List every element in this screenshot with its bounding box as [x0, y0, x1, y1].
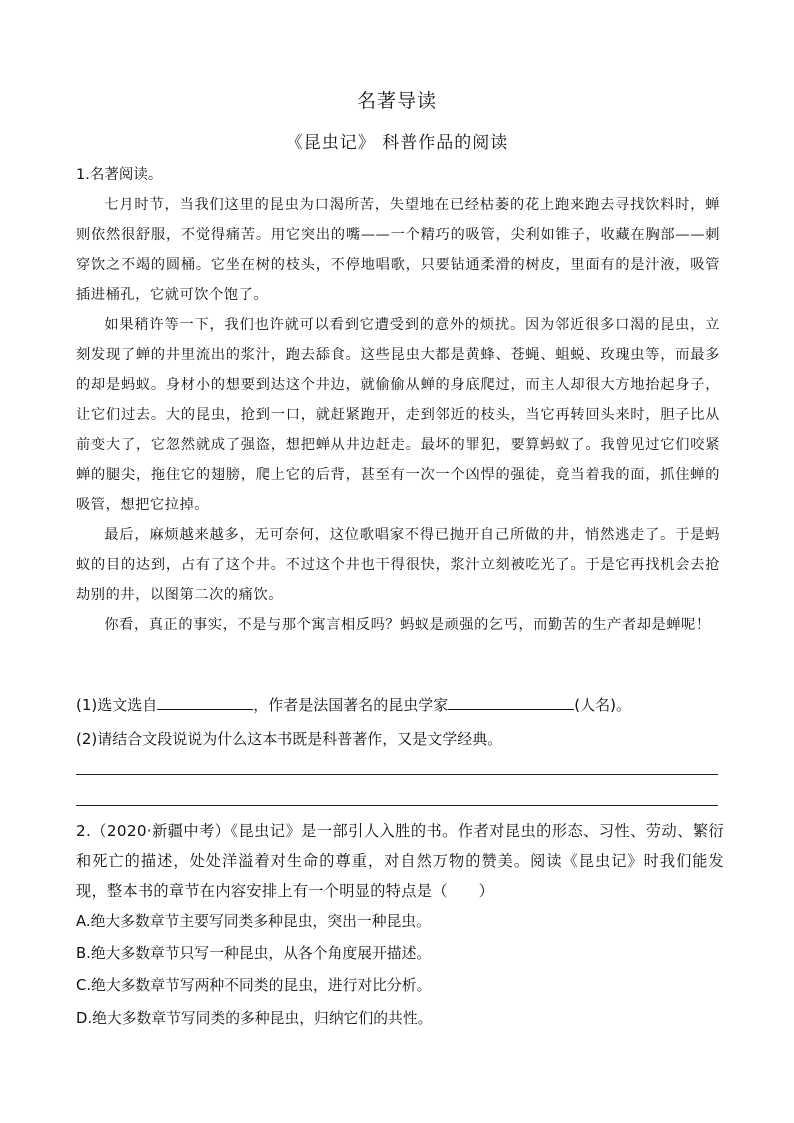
- passage-paragraph: 最后，麻烦越来越多，无可奈何，这位歌唱家不得已抛开自己所做的井，悄然逃走了。于是蚂蚁的目的达到，占有了这个井。不过这个井也干得很快，浆汁立刻被吃光了。于是它再找机会去抢劫别的井，以图第二次的痛饮。: [76, 527, 720, 603]
- question-2-stem: [76, 816, 724, 906]
- page-subtitle: 《昆虫记》 科普作品的阅读: [285, 133, 509, 153]
- sub-question-1-prefix: (1)选文选自: [76, 696, 158, 714]
- answer-blank-author[interactable]: [448, 693, 574, 710]
- option-d: D.绝大多数章节写同类的多种昆虫，归纳它们的共性。: [76, 1010, 433, 1027]
- option-b: B.绝大多数章节只写一种昆虫，从各个角度展开描述。: [76, 945, 432, 962]
- question-1-heading: 1.名著阅读。: [76, 167, 163, 183]
- page-title: 名著导读: [356, 90, 437, 112]
- sub-question-1: [76, 693, 631, 717]
- answer-line[interactable]: [76, 774, 718, 775]
- answer-line[interactable]: [76, 805, 718, 806]
- passage-paragraph: 你看，真正的事实，不是与那个寓言相反吗？蚂蚁是顽强的乞丐，而勤苦的生产者却是蝉呢！: [104, 617, 711, 633]
- option-c: C.绝大多数章节写两种不同类的昆虫，进行对比分析。: [76, 977, 432, 994]
- reading-passage: [76, 190, 720, 640]
- question-2-text: 2.（2020·新疆中考）《昆虫记》是一部引人入胜的书。作者对昆虫的形态、习性、劳动、繁衍和死亡的描述，处处洋溢着对生命的尊重，对自然万物的赞美。阅读《昆虫记》时我们能发现，整本书的章节在内容安排上有一个明显的特点是（ ）: [76, 822, 724, 900]
- sub-question-2: (2)请结合文段说说为什么这本书既是科普著作，又是文学经典。: [76, 730, 503, 748]
- passage-paragraph: 如果稍许等一下，我们也许就可以看到它遭受到的意外的烦扰。因为邻近很多口渴的昆虫，立刻发现了蝉的井里流出的浆汁，跑去舔食。这些昆虫大都是黄蜂、苍蝇、蛆蜕、玫瑰虫等，而最多的却是蚂蚁。身材小的想要到达这个井边，就偷偷从蝉的身底爬过，而主人却很大方地抬起身子，让它们过去。大的昆虫，抢到一口，就赶紧跑开，走到邻近的枝头，当它再转回头来时，胆子比从前变大了，它忽然就成了强盗，想把蝉从井边赶走。最坏的罪犯，要算蚂蚁了。我曾见过它们咬紧蝉的腿尖，拖住它的翅膀，爬上它的后背，甚至有一次一个凶悍的强徒，竟当着我的面，抓住蝉的吸管，想把它拉掉。: [76, 317, 720, 513]
- passage-paragraph: 七月时节，当我们这里的昆虫为口渴所苦，失望地在已经枯萎的花上跑来跑去寻找饮料时，蝉则依然很舒服，不觉得痛苦。用它突出的嘴——一个精巧的吸管，尖利如锥子，收藏在胸部——刺穿饮之不竭的圆桶。它坐在树的枝头，不停地唱歌，只要钻通柔滑的树皮，里面有的是汁液，吸管插进桶孔，它就可饮个饱了。: [76, 197, 720, 303]
- answer-blank-book[interactable]: [157, 693, 253, 710]
- option-a: A.绝大多数章节主要写同类多种昆虫，突出一种昆虫。: [76, 913, 431, 930]
- sub-question-1-suffix: (人名)。: [574, 696, 631, 714]
- sub-question-1-middle: ，作者是法国著名的昆虫学家: [253, 696, 449, 714]
